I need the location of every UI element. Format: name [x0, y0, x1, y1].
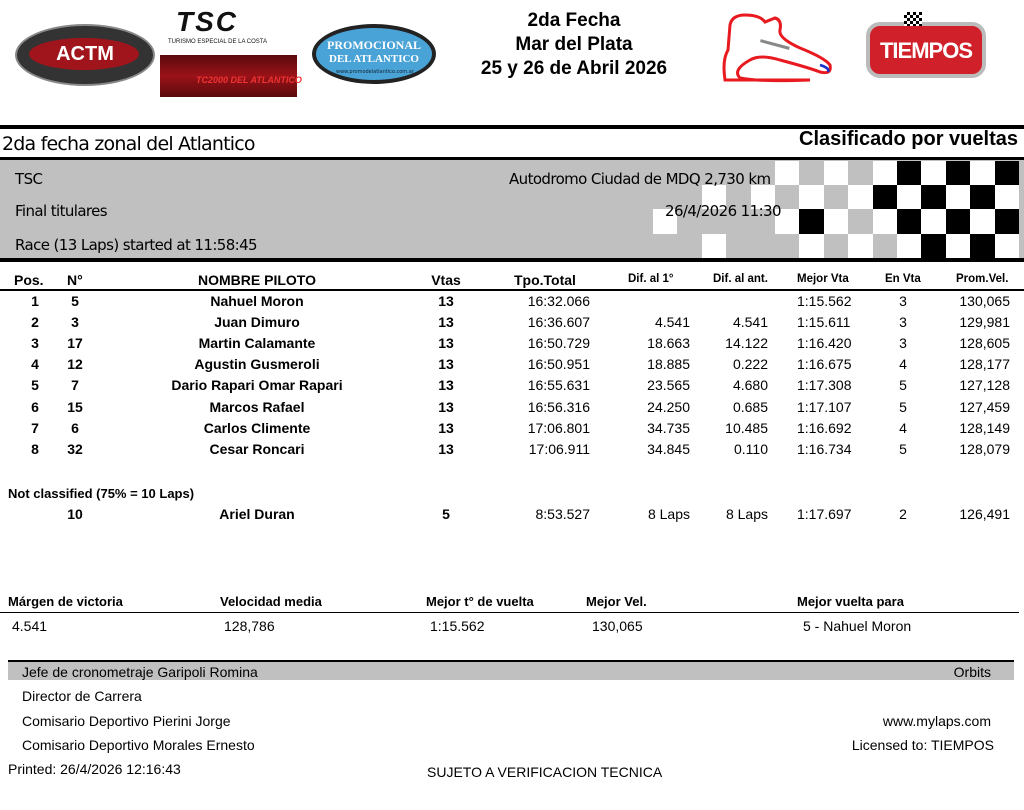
cell-best-lap: 1:16.420 [797, 335, 852, 352]
cell-name: Agustin Gusmeroli [194, 356, 320, 373]
cell-pos: 4 [31, 356, 39, 373]
checker-cell [799, 234, 824, 258]
cell-avg-speed: 128,605 [959, 335, 1010, 352]
cell-name: Dario Rapari Omar Rapari [171, 377, 343, 394]
result-row [0, 441, 1024, 462]
technical-note: SUJETO A VERIFICACION TECNICA [427, 764, 663, 780]
col-best-lap: Mejor Vta [797, 273, 849, 285]
cell-num: 5 [71, 293, 79, 309]
cell-name: Ariel Duran [219, 506, 295, 522]
checker-cell [897, 185, 922, 209]
cell-gap-first: 34.735 [647, 419, 690, 436]
result-row [0, 420, 1024, 441]
cell-name: Martin Calamante [198, 335, 316, 352]
col-gap-prev: Dif. al ant. [713, 273, 768, 285]
result-row [0, 356, 1024, 377]
cell-num: 10 [67, 506, 83, 522]
cell-gap-prev: 0.685 [732, 398, 768, 415]
checker-cell [995, 161, 1020, 185]
orbits-label: Orbits [953, 664, 991, 680]
checker-cell [824, 209, 849, 233]
checker-cell [873, 234, 898, 258]
cell-laps: 13 [438, 377, 454, 394]
cell-on-lap: 3 [899, 335, 907, 352]
result-row [0, 377, 1024, 398]
col-gap-first: Dif. al 1° [628, 273, 674, 285]
checker-cell [897, 209, 922, 233]
col-number: N° [67, 272, 83, 288]
checker-cell [970, 209, 995, 233]
circuit: Autodromo Ciudad de MDQ 2,730 km [509, 170, 771, 188]
cell-name: Carlos Climente [203, 419, 311, 436]
col-on-lap: En Vta [885, 273, 921, 285]
cell-avg-speed: 130,065 [959, 293, 1010, 309]
cell-gap-prev: 0.222 [732, 356, 768, 373]
checker-cell [873, 161, 898, 185]
steward-1: Comisario Deportivo Pierini Jorge [22, 713, 231, 729]
cell-pos: 6 [31, 398, 39, 415]
cell-best-lap: 1:15.611 [797, 314, 851, 331]
checker-cell [702, 234, 727, 258]
col-laps: Vtas [431, 272, 461, 288]
checker-cell [799, 161, 824, 185]
tc2000-logo: TC2000 DEL ATLANTICO [160, 55, 297, 97]
cell-total: 16:50.729 [527, 335, 590, 352]
cell-laps: 13 [438, 440, 454, 457]
cell-gap-prev: 8 Laps [725, 506, 768, 522]
checker-cell [799, 185, 824, 209]
checker-cell [995, 234, 1020, 258]
cell-total: 16:32.066 [527, 293, 590, 309]
cell-name: Juan Dimuro [214, 314, 300, 331]
cell-num: 32 [67, 440, 83, 457]
cell-laps: 13 [438, 314, 454, 331]
cell-num: 15 [67, 398, 83, 415]
event-location: Mar del Plata [515, 34, 633, 55]
cell-laps: 13 [438, 293, 454, 309]
race-director: Director de Carrera [22, 688, 142, 704]
summary-headers: Márgen de victoria Velocidad media Mejor t° de vuelta Mejor Vel. Mejor vuelta para [8, 594, 904, 609]
cell-best-lap: 1:17.308 [797, 377, 852, 394]
cell-gap-first: 18.663 [647, 335, 690, 352]
summary-values: 4.541 128,786 1:15.562 130,065 5 - Nahuel Moron [12, 618, 912, 634]
checker-cell [824, 161, 849, 185]
promocional-logo: PROMOCIONAL DEL ATLANTICO www.promodelatlantico.com.ar [312, 24, 436, 84]
cell-gap-first: 18.885 [647, 356, 690, 373]
checker-cell [775, 161, 800, 185]
licensed-to: Licensed to: TIEMPOS [851, 737, 994, 753]
checker-cell [873, 185, 898, 209]
actm-logo: ACTM [15, 24, 155, 86]
col-pos: Pos. [14, 272, 44, 288]
checker-cell [921, 234, 946, 258]
mylaps-link[interactable]: www.mylaps.com [882, 713, 991, 729]
cell-num: 12 [67, 356, 83, 373]
cell-best-lap: 1:16.692 [797, 419, 852, 436]
checker-cell [946, 234, 971, 258]
cell-on-lap: 4 [899, 419, 907, 436]
cell-on-lap: 4 [899, 356, 907, 373]
cell-on-lap: 5 [899, 377, 907, 394]
cell-pos: 5 [31, 377, 39, 394]
checker-cell [677, 234, 702, 258]
event-title [454, 9, 694, 81]
not-classified-label: Not classified (75% = 10 Laps) [8, 486, 195, 501]
checker-cell [824, 185, 849, 209]
checker-cell [995, 209, 1020, 233]
checker-cell [921, 209, 946, 233]
cell-gap-first: 34.845 [647, 440, 690, 457]
col-total-time: Tpo.Total [514, 272, 576, 288]
checker-cell [897, 161, 922, 185]
cell-laps: 5 [442, 506, 450, 522]
cell-pos: 3 [31, 335, 39, 352]
checker-cell [897, 234, 922, 258]
checker-cell [848, 185, 873, 209]
col-driver: NOMBRE PILOTO [198, 272, 316, 288]
cell-laps: 13 [438, 398, 454, 415]
category: TSC [15, 170, 43, 188]
cell-num: 3 [71, 314, 79, 331]
result-row [0, 314, 1024, 335]
cell-total: 8:53.527 [535, 506, 590, 522]
steward-2: Comisario Deportivo Morales Ernesto [22, 737, 255, 753]
checker-cell [921, 161, 946, 185]
report-type: Clasificado por vueltas [799, 128, 1018, 150]
cell-num: 17 [67, 335, 83, 352]
cell-total: 17:06.801 [527, 419, 590, 436]
event-dates: 25 y 26 de Abril 2026 [480, 58, 668, 79]
result-row [0, 506, 1024, 527]
checker-cell [970, 161, 995, 185]
checker-cell [921, 185, 946, 209]
cell-avg-speed: 127,459 [959, 398, 1010, 415]
cell-avg-speed: 128,177 [959, 356, 1010, 373]
checker-cell [799, 209, 824, 233]
cell-avg-speed: 128,079 [959, 440, 1010, 457]
cell-pos: 1 [31, 293, 39, 309]
checker-cell [848, 234, 873, 258]
cell-gap-first: 4.541 [654, 314, 690, 331]
cell-avg-speed: 129,981 [959, 314, 1010, 331]
checker-cell [824, 234, 849, 258]
cell-on-lap: 5 [899, 440, 907, 457]
checker-cell [970, 234, 995, 258]
cell-gap-prev: 0.110 [734, 440, 768, 457]
checker-cell [946, 185, 971, 209]
cell-gap-prev: 14.122 [725, 335, 768, 352]
cell-name: Marcos Rafael [209, 398, 305, 415]
cell-laps: 13 [438, 335, 454, 352]
cell-total: 17:06.911 [528, 440, 590, 457]
checkered-flag-icon [904, 12, 922, 26]
cell-laps: 13 [438, 419, 454, 436]
cell-num: 6 [71, 419, 79, 436]
cell-on-lap: 2 [899, 506, 907, 522]
cell-total: 16:55.631 [527, 377, 590, 394]
checker-cell [775, 234, 800, 258]
checker-cell [946, 161, 971, 185]
cell-num: 7 [71, 377, 79, 394]
checker-cell [848, 161, 873, 185]
race-info: Race (13 Laps) started at 11:58:45 [15, 236, 258, 254]
report-title: 2da fecha zonal del Atlantico [2, 133, 255, 155]
track-map [720, 10, 855, 85]
cell-avg-speed: 126,491 [959, 506, 1010, 522]
checker-cell [653, 234, 678, 258]
checker-cell [726, 234, 751, 258]
checker-cell [946, 209, 971, 233]
cell-name: Nahuel Moron [210, 293, 304, 309]
result-row [0, 399, 1024, 420]
result-row [0, 293, 1024, 314]
cell-best-lap: 1:16.675 [797, 356, 852, 373]
cell-gap-first: 24.250 [647, 398, 690, 415]
printed-timestamp: Printed: 26/4/2026 12:16:43 [8, 761, 181, 777]
cell-name: Cesar Roncari [209, 440, 305, 457]
cell-total: 16:50.951 [527, 356, 590, 373]
cell-best-lap: 1:17.697 [797, 506, 852, 522]
checker-cell [873, 209, 898, 233]
col-avg-speed: Prom.Vel. [956, 273, 1009, 285]
cell-total: 16:36.607 [527, 314, 590, 331]
cell-on-lap: 5 [899, 398, 907, 415]
cell-total: 16:56.316 [527, 398, 590, 415]
cell-gap-first: 8 Laps [647, 506, 690, 522]
cell-pos: 2 [31, 314, 39, 331]
cell-gap-first: 23.565 [647, 377, 690, 394]
cell-best-lap: 1:17.107 [797, 398, 852, 415]
cell-avg-speed: 127,128 [959, 377, 1010, 394]
checker-cell [751, 234, 776, 258]
cell-pos: 7 [31, 419, 39, 436]
timing-chief: Jefe de cronometraje Garipoli Romina [22, 664, 258, 680]
checker-cell [970, 185, 995, 209]
session-datetime: 26/4/2026 11:30 [665, 202, 781, 220]
event-round: 2da Fecha [527, 10, 621, 31]
cell-pos: 8 [31, 440, 39, 457]
result-row [0, 335, 1024, 356]
cell-on-lap: 3 [899, 293, 907, 309]
checker-cell [848, 209, 873, 233]
tsc-logo: TSC TURISMO ESPECIAL DE LA COSTA [162, 8, 297, 46]
cell-best-lap: 1:16.734 [797, 440, 852, 457]
tiempos-logo: TIEMPOS [866, 22, 986, 78]
cell-gap-prev: 10.485 [725, 419, 768, 436]
cell-laps: 13 [438, 356, 454, 373]
cell-avg-speed: 128,149 [959, 419, 1010, 436]
checker-cell [995, 185, 1020, 209]
cell-best-lap: 1:15.562 [797, 293, 852, 309]
cell-on-lap: 3 [899, 314, 907, 331]
session-name: Final titulares [15, 202, 108, 220]
cell-gap-prev: 4.541 [732, 314, 768, 331]
cell-gap-prev: 4.680 [732, 377, 768, 394]
